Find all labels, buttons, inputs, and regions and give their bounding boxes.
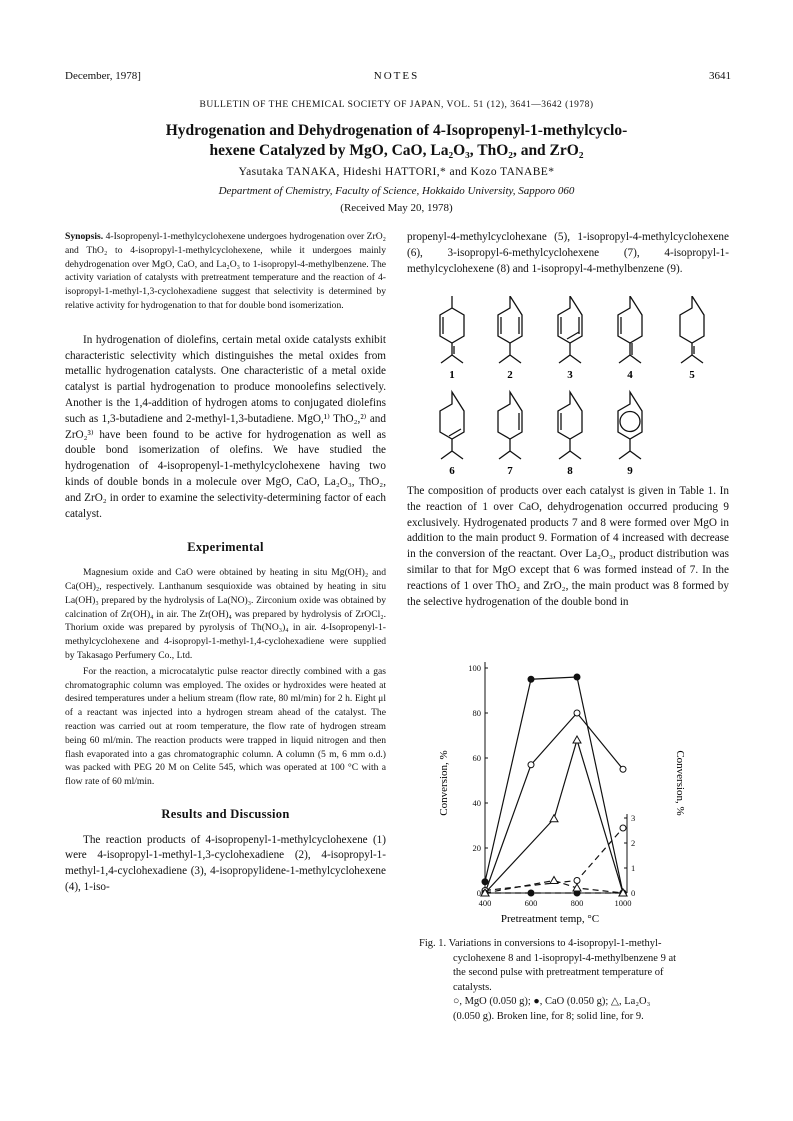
- results-heading: Results and Discussion: [161, 806, 290, 821]
- y-right-tick-label: 2: [631, 838, 636, 848]
- title-line-2: hexene Catalyzed by MgO, CaO, La₂O₃, ThO₂, and ZrO₂: [209, 142, 584, 159]
- series-line-1: [485, 677, 623, 893]
- running-header-date: December, 1978]: [65, 70, 141, 82]
- caption-line-1: Fig. 1. Variations in conversions to 4-isopropyl-1-methyl-: [419, 938, 662, 949]
- data-point-triangle: [573, 736, 581, 743]
- structure-label-8: 8: [567, 465, 573, 477]
- synopsis-text: 4-Isopropenyl-1-methylcyclohexene undergoes hydrogenation over ZrO₂ and ThO₂ to 4-isopropyl-1-methylcyclohexene, while it undergoes mainly dehydrogenation over MgO, CaO, and La₂O₃ to 1-isopropyl-4-methylbenzene. The activity variation of catalysts with pretreatment temperature and the reaction of 4-isopropyl-1-methyl-1,3-cyclohexadiene suggest that selectivity is determined by relative activity for hydrogenation to that for double bond isomerization.: [65, 231, 387, 311]
- data-point-triangle: [550, 815, 558, 822]
- experimental-paragraph-1: Magnesium oxide and CaO were obtained by heating in situ Mg(OH)₂ and Ca(OH)₂, respectively. Lanthanum sesquioxide was obtained by heating in situ La(OH)₃ prepared by the hydrolysis of La(NO)₃. Zirconium oxide was obtained by calcination of Zr(OH)₄ in air. The Zr(OH)₄ was prepared by hydrolysis of ZrOCl₂. Thorium oxide was prepared by pyrolysis of Th(NO₃)₄ in air. 4-Isopropenyl-1-methylcyclohexene and 4-isopropyl-1-methyl-1,4-cyclohexadiene were supplied by Takasago Perfumery Co., Ltd.: [65, 567, 386, 661]
- article-title: [0, 121, 793, 161]
- left-column: [65, 230, 386, 896]
- compound-list-paragraph: propenyl-4-methylcyclohexane (5), 1-isopropyl-4-methylcyclohexene (6), 3-isopropyl-6-methylcyclohexene (7), 4-isopropyl-1-methylcyclohexene (8) and 1-isopropyl-4-methylbenzene (9).: [407, 231, 729, 275]
- experimental-paragraph-2: For the reaction, a microcatalytic pulse reactor directly combined with a gas chromatographic column was employed. The oxides or hydroxides were heated at desired temperatures under a helium stream (flow rate, 80 ml/min) for 2 h. Eight μl of a reactant was injected into a hydrogen stream ahead of the catalyst. The reaction was carried out at room temperature, the flow rate of hydrogen stream being 60 ml/min. The reaction products were trapped in liquid nitrogen and then flash evaporated into a gas chromatographic column. A column (5 m, 6 mm o.d.) was packed with PEG 20 M on Celite 545, which was operated at 100 °C with a flow rate of 60 ml/min.: [65, 665, 386, 788]
- synopsis-label: Synopsis.: [65, 231, 104, 242]
- caption-line-3: the second pulse with pretreatment temperature of: [453, 967, 664, 978]
- figure-caption: [419, 937, 729, 1024]
- structure-label-2: 2: [507, 369, 513, 381]
- data-point-circle: [528, 676, 534, 682]
- y-left-tick-label: 40: [472, 798, 481, 808]
- structure-label-3: 3: [567, 369, 573, 381]
- results-paragraph-1: The reaction products of 4-isopropenyl-1-methylcyclohexene (1) were 4-isopropyl-1-methyl-1,3-cyclohexadiene (2), 4-isopropyl-1-methyl-1,4-cyclohexadiene (3), 4-isopropylidene-1-methylcyclohexene (4), 1-iso-: [65, 833, 386, 894]
- data-point-circle: [528, 890, 534, 896]
- journal-citation: BULLETIN OF THE CHEMICAL SOCIETY OF JAPAN, VOL. 51 (12), 3641—3642 (1978): [199, 100, 594, 110]
- y-left-tick-label: 0: [476, 888, 481, 898]
- y-left-tick-label: 60: [472, 753, 481, 763]
- x-tick-label: 400: [478, 898, 492, 908]
- x-tick-label: 600: [524, 898, 538, 908]
- caption-line-6: (0.050 g). Broken line, for 8; solid line, for 9.: [453, 1010, 644, 1022]
- x-tick-label: 800: [570, 898, 584, 908]
- running-header-section: NOTES: [373, 70, 420, 82]
- structure-3: [558, 296, 582, 363]
- data-point-circle: [620, 825, 626, 831]
- data-point-circle: [620, 766, 626, 772]
- structure-7: [498, 392, 522, 459]
- title-line-1: Hydrogenation and Dehydrogenation of 4-Isopropenyl-1-methylcyclo-: [165, 122, 628, 139]
- y-right-tick-label: 1: [631, 863, 636, 873]
- y-left-tick-label: 80: [472, 708, 481, 718]
- structure-label-1: 1: [449, 369, 455, 381]
- structure-label-7: 7: [507, 465, 513, 477]
- y-axis-right-label: Conversion, %: [674, 750, 686, 816]
- y-axis-left-label: Conversion, %: [438, 750, 450, 816]
- data-point-circle: [482, 879, 488, 885]
- right-column: [407, 230, 729, 277]
- caption-line-2: cyclohexene 8 and 1-isopropyl-4-methylbenzene 9 at: [453, 952, 677, 964]
- y-left-tick-label: 100: [468, 663, 481, 673]
- structure-5: [680, 296, 704, 363]
- structure-2: [498, 296, 522, 363]
- y-right-tick-label: 3: [631, 813, 636, 823]
- data-point-circle: [574, 674, 580, 680]
- results-right-paragraph: The composition of products over each catalyst is given in Table 1. In the reaction of 1 over CaO, dehydrogenation occurred producing 9 exclusively. Hydrogenated products 7 and 8 were formed over MgO in addition to the main product 9. Formation of 4 increased with decrease in the conversion of the reactant. Over La₂O₃, product distribution was similar to that for MgO except that 6 was formed instead of 7. In the reactions of 1 over ThO₂ and ZrO₂, the main product was 8 formed by the selective hydrogenation of the double bond in: [407, 485, 729, 608]
- caption-line-5: ○, MgO (0.050 g); ●, CaO (0.050 g); △, La₂O₃: [453, 996, 651, 1007]
- structure-6: [440, 392, 464, 459]
- structure-9: [618, 392, 642, 459]
- received-date: (Received May 20, 1978): [340, 202, 453, 214]
- structure-4: [618, 296, 642, 363]
- x-axis-label: Pretreatment temp, °C: [500, 913, 600, 925]
- authors: Yasutaka TANAKA, Hideshi HATTORI,* and Kozo TANABE*: [238, 166, 555, 178]
- page-number: 3641: [709, 70, 731, 82]
- structure-8: [558, 392, 582, 459]
- data-point-triangle: [550, 877, 558, 884]
- structure-1: [440, 296, 464, 363]
- affiliation: Department of Chemistry, Faculty of Science, Hokkaido University, Sapporo 060: [218, 185, 575, 197]
- y-left-tick-label: 20: [472, 843, 481, 853]
- structure-label-5: 5: [689, 369, 695, 381]
- synopsis: [65, 230, 386, 313]
- figure-1-chart: [425, 650, 715, 935]
- data-point-circle: [574, 878, 580, 884]
- series-line-0: [485, 713, 623, 893]
- data-point-circle: [528, 762, 534, 768]
- data-point-circle: [574, 710, 580, 716]
- structure-label-4: 4: [627, 369, 633, 381]
- chemical-structures: [407, 296, 729, 480]
- introduction: In hydrogenation of diolefins, certain metal oxide catalysts exhibit characteristic selectivity which distinguishes the metal oxides from metallic hydrogenation catalysts. One characteristic of a metal oxide catalyst is partial hydrogenation to produce monoolefins selectively. Another is the 1,4-addition of hydrogen atoms to conjugated diolefins such as 1,3-butadiene and 2-methyl-1,3-butadiene. MgO,¹⁾ ThO₂,²⁾ and ZrO₂³⁾ have been found to be active for hydrogenation as well as double bond isomerization of olefins. We have studied the hydrogenation of 4-isopropenyl-1-methylcyclohexene having two kinds of double bonds in a molecule over MgO, CaO, La₂O₃, ThO₂, and ZrO₂ in order to examine the selectivity-determining factor of each catalyst.: [65, 333, 386, 520]
- x-tick-label: 1000: [614, 898, 632, 908]
- y-right-tick-label: 0: [631, 888, 636, 898]
- structure-label-6: 6: [449, 465, 455, 477]
- structure-label-9: 9: [627, 465, 633, 477]
- caption-line-4: catalysts.: [453, 981, 492, 993]
- experimental-heading: Experimental: [187, 540, 264, 555]
